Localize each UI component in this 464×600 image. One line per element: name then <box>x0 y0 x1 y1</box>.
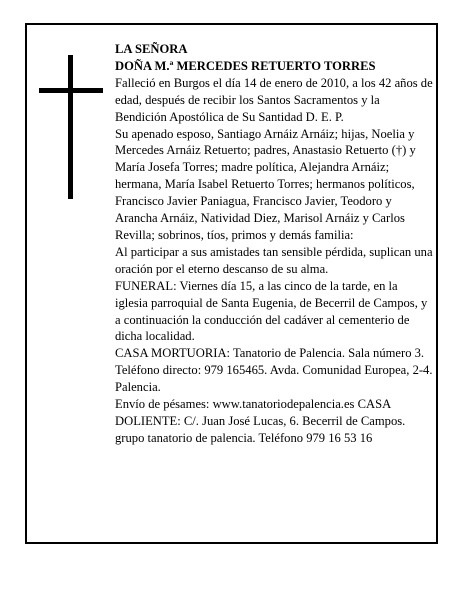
death-announcement: Falleció en Burgos el día 14 de enero de 2010, a los 42 años de edad, después de recibir los Santos Sacramentos y la Bendición Apostólica de Su Santidad D. E. P. <box>115 75 433 124</box>
family-list: Su apenado esposo, Santiago Arnáiz Arnáiz; hijas, Noelia y Mercedes Arnáiz Retuerto; padres, Anastasio Retuerto (†) y María Josefa Torres; madre política, Alejandra Arnáiz; hermana, María Isabel Retuerto Torres; hermanos políticos, Francisco Javier Paniagua, Francisco Javier, Teodoro y Arancha Arnáiz, Natividad Diez, Marisol Arnáiz y Carlos Revilla; sobrinos, tíos, primos y demás familia: <box>115 126 416 242</box>
prayer-request: Al participar a sus amistades tan sensible pérdida, suplican una oración por el eterno descanso de su alma. <box>115 244 433 276</box>
condolences-details: Envío de pésames: www.tanatoriodepalencia.es CASA DOLIENTE: C/. Juan José Lucas, 6. Becerril de Campos. <box>115 397 406 428</box>
cross-icon <box>39 55 103 199</box>
funeral-details: FUNERAL: Viernes día 15, a las cinco de la tarde, en la iglesia parroquial de Santa Eugenia, de Becerril de Campos, y a continuación la conducción del cadáver al cementerio de dicha localidad. <box>115 278 428 344</box>
deceased-name: DOÑA M.ª MERCEDES RETUERTO TORRES <box>115 58 376 73</box>
notice-text <box>115 41 433 447</box>
notice-title: LA SEÑORA <box>115 42 188 56</box>
obituary-notice <box>25 23 438 544</box>
funeral-home-contact: grupo tanatorio de palencia. Teléfono 979 16 53 16 <box>115 430 373 445</box>
mortuary-details: CASA MORTUORIA: Tanatorio de Palencia. Sala número 3. Teléfono directo: 979 165465. Avda. Comunidad Europea, 2-4. Palencia. <box>115 346 433 395</box>
